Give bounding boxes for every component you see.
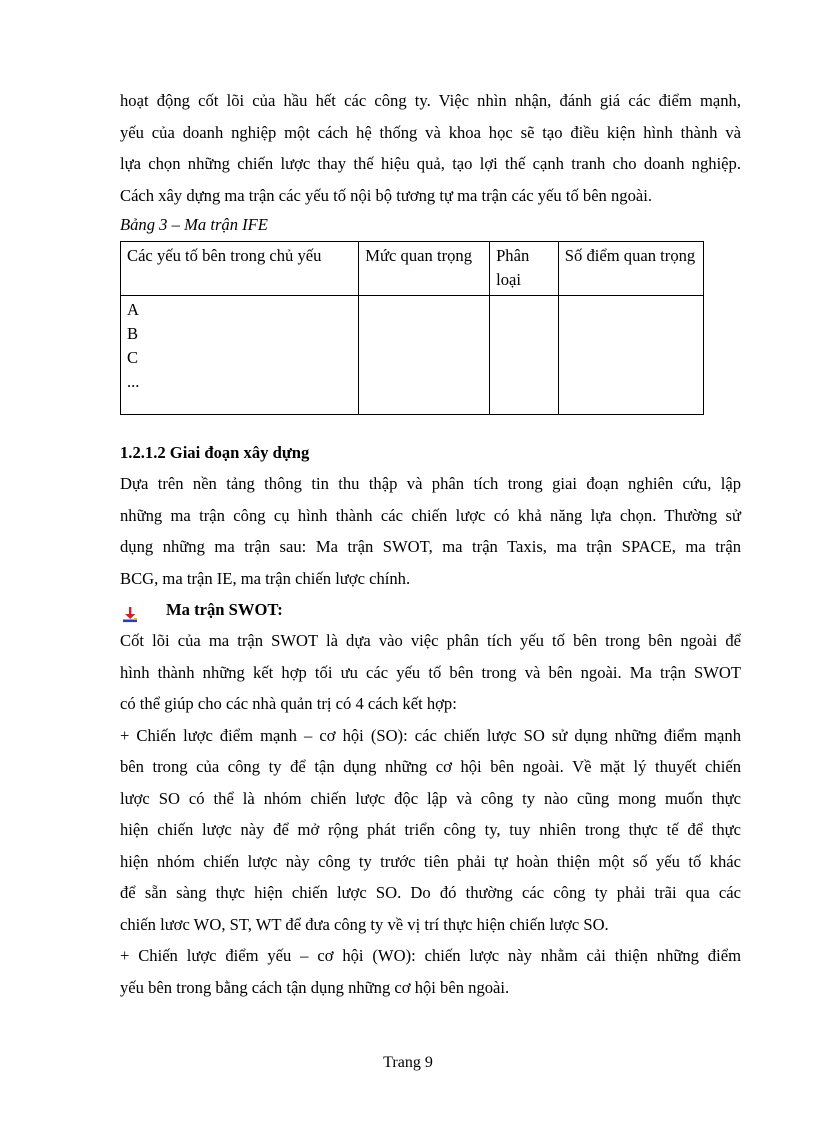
table-row (121, 296, 704, 415)
bullet-arrow-icon (122, 602, 138, 618)
page-number: Trang 9 (383, 1054, 433, 1071)
text-line: để sẵn sàng thực hiện chiến lược SO. Do đó thường các công ty phải trãi qua các (120, 883, 741, 902)
text-line: lựa chọn những chiến lược thay thế hiệu quả, tạo lợi thế cạnh tranh cho doanh nghiệp. (120, 154, 741, 173)
table-cell-factors (121, 296, 359, 415)
row-label: ... (127, 372, 140, 391)
text-line: Dựa trên nền tảng thông tin thu thập và phân tích trong giai đoạn nghiên cứu, lập (120, 474, 741, 493)
paragraph-wo-strategy (120, 940, 741, 1003)
table-caption: Bảng 3 – Ma trận IFE (120, 215, 268, 234)
text-line: hiện chiến lược này để mở rộng phát triển công ty, tuy nhiên trong thực tế để thực (120, 820, 741, 839)
table-header-cell: Phân loại (490, 242, 559, 296)
row-label: B (127, 324, 139, 343)
ife-matrix-table (120, 241, 704, 415)
text-line: những ma trận công cụ hình thành các chiến lược có khả năng lựa chọn. Thường sử (120, 505, 741, 525)
table-cell-empty (558, 296, 703, 415)
table-header-cell: Mức quan trọng (359, 242, 490, 296)
row-label: C (127, 348, 139, 367)
paragraph-so-strategy (120, 720, 741, 941)
swot-heading-line (120, 594, 741, 625)
paragraph-intro (120, 85, 741, 211)
text-line: hoạt động cốt lõi của hầu hết các công ty. Việc nhìn nhận, đánh giá các điểm mạnh, (120, 91, 741, 110)
text-line: hình thành những kết hợp tối ưu các yếu tố bên trong và bên ngoài. Ma trận SWOT (120, 662, 741, 682)
text-line: lược SO có thể là nhóm chiến lược độc lập và công ty nào cũng mong muốn thực (120, 788, 741, 808)
paragraph-swot (120, 625, 741, 720)
paragraph-build-phase (120, 468, 741, 594)
text-line: dụng những ma trận sau: Ma trận SWOT, ma trận Taxis, ma trận SPACE, ma trận (120, 537, 741, 556)
text-line: BCG, ma trận IE, ma trận chiến lược chính. (120, 568, 411, 588)
table-header-cell: Số điểm quan trọng (558, 242, 703, 296)
text-line: bên trong của công ty để tận dụng những cơ hội bên ngoài. Về mặt lý thuyết chiến (120, 757, 741, 776)
text-line: yếu bên trong bằng cách tận dụng những cơ hội bên ngoài. (120, 977, 510, 997)
text-line: Cốt lõi của ma trận SWOT là dựa vào việc phân tích yếu tố bên trong bên ngoài để (120, 631, 741, 650)
table-cell-empty (490, 296, 559, 415)
text-line: yếu của doanh nghiệp một cách hệ thống và khoa học sẽ tạo điều kiện hình thành và (120, 122, 741, 142)
text-line: chiến lươc WO, ST, WT để đưa công ty về vị trí thực hiện chiến lược SO. (120, 914, 609, 934)
table-header-row (121, 242, 704, 296)
text-line: Cách xây dựng ma trận các yếu tố nội bộ tương tự ma trận các yếu tố bên ngoài. (120, 185, 653, 205)
page-content (120, 85, 741, 1003)
swot-heading: Ma trận SWOT: (166, 600, 283, 619)
text-line: + Chiến lược điểm mạnh – cơ hội (SO): các chiến lược SO sử dụng những điểm mạnh (120, 725, 741, 745)
text-line: có thể giúp cho các nhà quản trị có 4 cách kết hợp: (120, 694, 457, 713)
table-cell-empty (359, 296, 490, 415)
text-line: hiện nhóm chiến lược này công ty trước tiên phải tự hoàn thiện một số yếu tố khác (120, 851, 741, 871)
row-label: A (127, 300, 139, 319)
section-heading: 1.2.1.2 Giai đoạn xây dựng (120, 443, 310, 462)
text-line: + Chiến lược điểm yếu – cơ hội (WO): chiến lược này nhằm cải thiện những điểm (120, 946, 741, 965)
table-header-cell: Các yếu tố bên trong chủ yếu (121, 242, 359, 296)
